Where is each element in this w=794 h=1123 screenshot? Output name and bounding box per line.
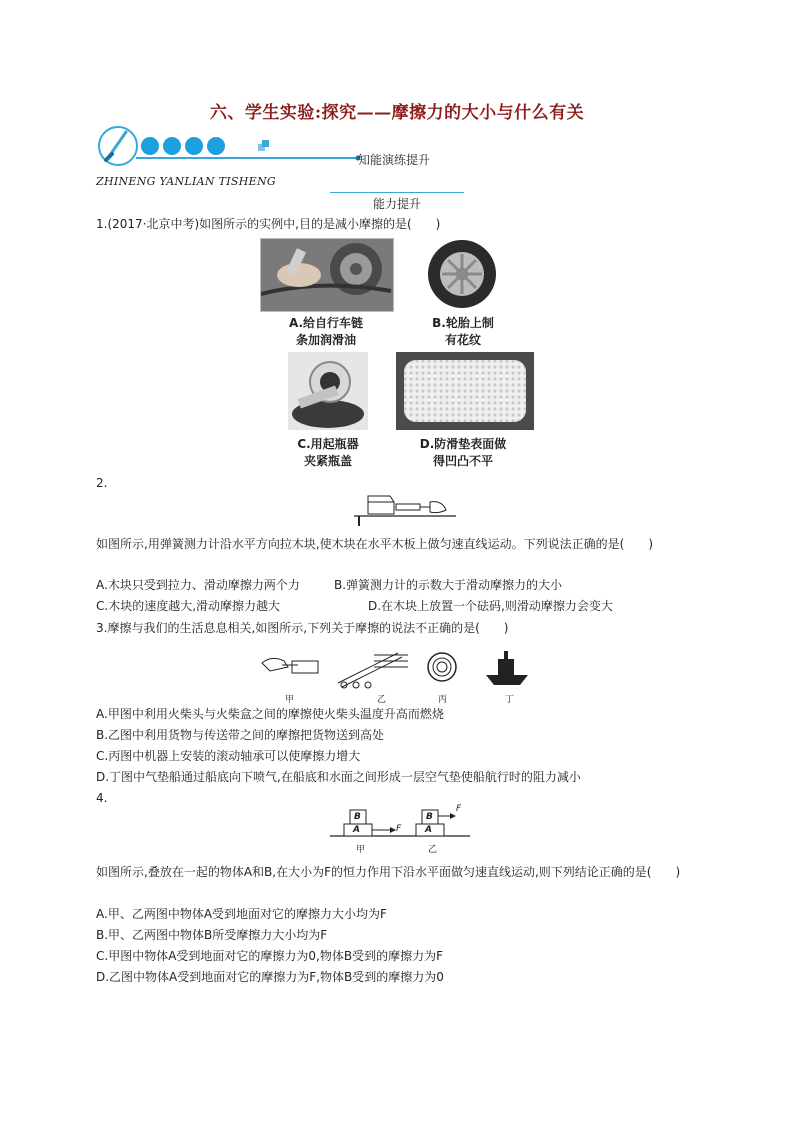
q1-caption-d bbox=[405, 436, 521, 470]
q4-fig-force-left: F bbox=[396, 824, 402, 834]
q4-number: 4. bbox=[96, 791, 108, 805]
q3-option-d: D.丁图中气垫船通过船底向下喷气,在船底和水面之间形成一层空气垫使船航行时的阻力减小 bbox=[96, 770, 581, 784]
q2-option-c: C.木块的速度越大,滑动摩擦力越大 bbox=[96, 599, 281, 613]
q3-option-a: A.甲图中利用火柴头与火柴盒之间的摩擦使火柴头温度升高而燃烧 bbox=[96, 707, 444, 721]
q4-option-c: C.甲图中物体A受到地面对它的摩擦力为0,物体B受到的摩擦力为F bbox=[96, 949, 443, 963]
q4-option-d: D.乙图中物体A受到地面对它的摩擦力为F,物体B受到的摩擦力为0 bbox=[96, 970, 444, 984]
q2-option-b: B.弹簧测力计的示数大于滑动摩擦力的大小 bbox=[334, 578, 563, 592]
q2-figure-spring-scale bbox=[352, 490, 458, 530]
q1-caption-d-line2: 得凹凸不平 bbox=[432, 454, 493, 468]
q1-caption-a-line1: A.给自行车链 bbox=[288, 316, 364, 330]
q4-fig-a-left: A bbox=[353, 825, 360, 835]
q2-number: 2. bbox=[96, 476, 108, 490]
q1-caption-b bbox=[405, 315, 521, 349]
page-title: 六、学生实验:探究——摩擦力的大小与什么有关 bbox=[209, 103, 585, 123]
q3-label-jia: 甲 bbox=[285, 695, 295, 705]
subhead-rule bbox=[330, 192, 464, 193]
q2-option-d: D.在木块上放置一个砝码,则滑动摩擦力会变大 bbox=[368, 599, 613, 613]
q4-label-jia: 甲 bbox=[356, 845, 366, 855]
q1-caption-b-line1: B.轮胎上制 bbox=[432, 316, 494, 330]
q4-fig-force-right: F bbox=[456, 804, 462, 814]
q3-option-c: C.丙图中机器上安装的滚动轴承可以使摩擦力增大 bbox=[96, 749, 361, 763]
q1-photo-a-bike-chain bbox=[260, 238, 394, 312]
q1-caption-c-line1: C.用起瓶器 bbox=[297, 437, 359, 451]
q4-figure-stacked-blocks bbox=[330, 804, 470, 842]
q1-photo-d-anti-slip-mat bbox=[396, 352, 534, 430]
q1-stem: 1.(2017·北京中考)如图所示的实例中,目的是减小摩擦的是( ) bbox=[96, 217, 441, 231]
q4-option-a: A.甲、乙两图中物体A受到地面对它的摩擦力大小均为F bbox=[96, 907, 387, 921]
q4-fig-b-left: B bbox=[354, 812, 361, 822]
q1-caption-c-line2: 夹紧瓶盖 bbox=[303, 454, 352, 468]
q2-stem: 如图所示,用弹簧测力计沿水平方向拉木块,使木块在水平木板上做匀速直线运动。下列说法正确的是( ) bbox=[96, 537, 653, 551]
subhead-text: 能力提升 bbox=[372, 197, 421, 211]
q4-option-b: B.甲、乙两图中物体B所受摩擦力大小均为F bbox=[96, 928, 328, 942]
q4-fig-a-right: A bbox=[425, 825, 432, 835]
q3-label-bing: 丙 bbox=[438, 695, 448, 705]
q4-label-yi: 乙 bbox=[428, 845, 438, 855]
q4-stem: 如图所示,叠放在一起的物体A和B,在大小为F的恒力作用下沿水平面做匀速直线运动,则下列结论正确的是( ) bbox=[96, 865, 681, 879]
q1-photo-b-tire bbox=[426, 238, 498, 310]
q4-fig-b-right: B bbox=[426, 812, 433, 822]
q1-caption-a-line2: 条加润滑油 bbox=[295, 333, 356, 347]
q1-caption-a bbox=[260, 315, 392, 349]
q1-caption-d-line1: D.防滑垫表面做 bbox=[419, 437, 507, 451]
section-pinyin: ZHINENG YANLIAN TISHENG bbox=[96, 175, 276, 188]
q3-option-b: B.乙图中利用货物与传送带之间的摩擦把货物送到高处 bbox=[96, 728, 385, 742]
q1-caption-c bbox=[270, 436, 386, 470]
q1-photo-c-bottle-opener bbox=[288, 352, 368, 430]
q1-caption-b-line2: 有花纹 bbox=[444, 333, 481, 347]
q3-label-ding: 丁 bbox=[505, 695, 515, 705]
subsection-heading bbox=[330, 195, 464, 212]
q3-label-yi: 乙 bbox=[377, 695, 387, 705]
q3-figure bbox=[258, 645, 538, 691]
section-label: 知能演练提升 bbox=[358, 153, 431, 167]
q2-option-a: A.木块只受到拉力、滑动摩擦力两个力 bbox=[96, 578, 300, 592]
q3-stem: 3.摩擦与我们的生活息息相关,如图所示,下列关于摩擦的说法不正确的是( ) bbox=[96, 621, 509, 635]
